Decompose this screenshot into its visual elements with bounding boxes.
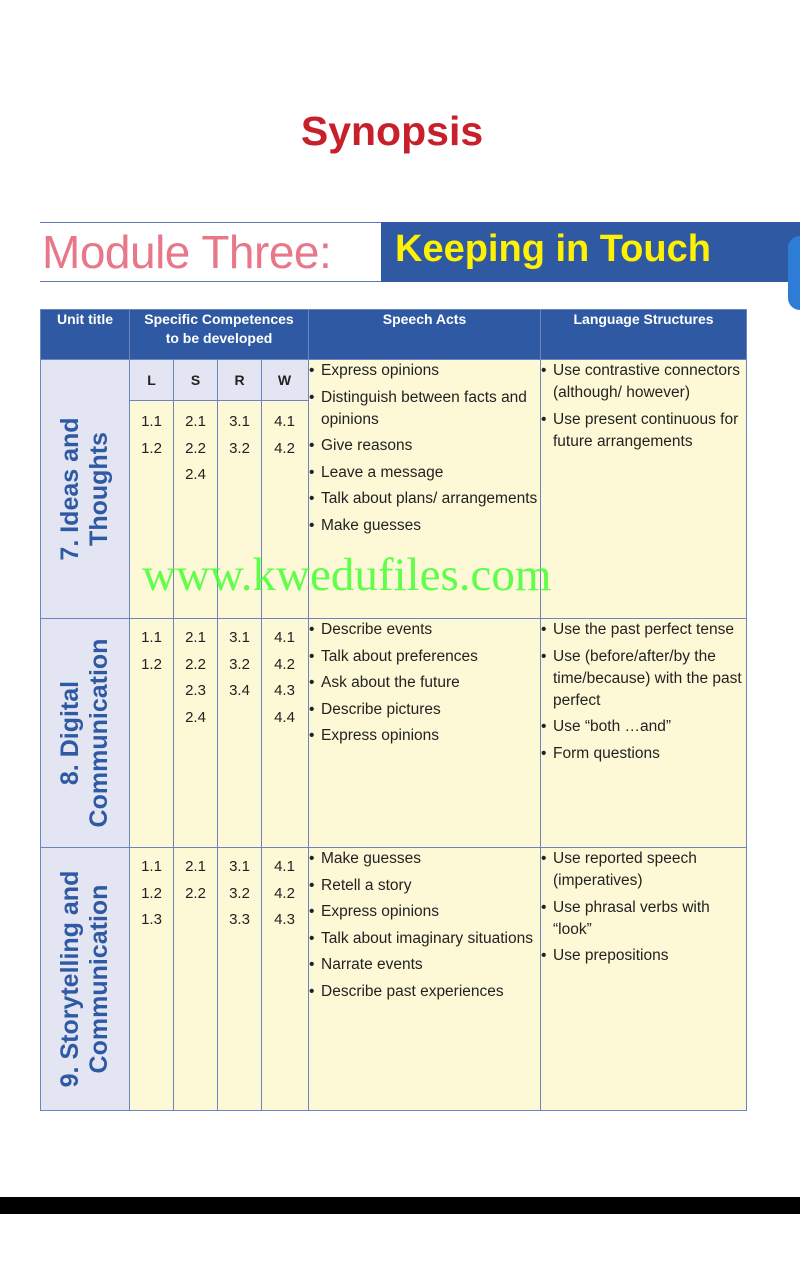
list-item: • Ask about the future [309,672,540,694]
table-body [41,360,747,1111]
competence-number: 3.3 [229,911,250,928]
competence-number: 2.1 [185,629,206,646]
language-structures-list [541,619,746,765]
speech-acts-cell [309,848,541,1111]
list-item: • Make guesses [309,848,540,870]
competence-column-w [262,401,307,618]
competence-number: 1.1 [141,629,162,646]
competence-number: 2.2 [185,439,206,457]
list-item: • Describe past experiences [309,981,540,1003]
competence-number: 1.2 [141,439,162,457]
header-unit-title [41,310,130,360]
skill-label: L [130,360,174,400]
competence-number: 3.1 [229,858,250,875]
competence-number: 2.1 [185,858,206,875]
competence-number: 3.2 [229,655,250,673]
unit-title [56,871,114,1088]
list-item: • Use contrastive connectors (although/ however) [541,360,746,404]
watermark: www.kwedufiles.com [142,549,552,601]
competence-number: 3.2 [229,884,250,902]
competence-number: 4.1 [274,858,295,875]
competence-number: 4.3 [274,682,295,699]
unit-title-line: 7. Ideas and [56,417,84,561]
list-item: • Use present continuous for future arrangements [541,409,746,453]
unit-title-line: Communication [85,884,113,1074]
list-item: • Use prepositions [541,945,746,967]
language-structures-cell [541,360,747,619]
competence-number: 2.2 [185,884,206,902]
list-item: • Express opinions [309,360,540,382]
list-item: • Distinguish between facts and opinions [309,387,540,431]
list-item: • Use (before/after/by the time/because) with the past perfect [541,646,746,712]
unit-title-line: 9. Storytelling and [56,870,84,1088]
module-name-box [381,222,800,282]
competence-column-s [174,401,218,618]
competence-number: 4.4 [274,708,295,726]
skill-label: R [218,360,262,400]
competence-number: 2.4 [185,466,206,483]
unit-title [56,417,114,560]
list-item: • Use the past perfect tense [541,619,746,641]
list-item: • Express opinions [309,901,540,923]
page-title: Synopsis [300,108,484,154]
language-structures-cell [541,848,747,1111]
module-name: Keeping in Touch [395,228,711,270]
competence-column-w [262,619,307,847]
competence-number: 1.2 [141,884,162,902]
competence-number: 2.2 [185,655,206,673]
competence-column-l [130,848,174,1110]
list-item: • Use phrasal verbs with “look” [541,897,746,941]
competence-column-r [218,619,262,847]
header-unit-title-text: Unit title [57,311,113,327]
competence-number: 3.2 [229,439,250,457]
list-item: • Narrate events [309,954,540,976]
speech-acts-list [309,360,540,537]
list-item: • Make guesses [309,515,540,537]
competence-number: 3.1 [229,413,250,430]
speech-acts-cell [309,360,541,619]
header-speech-acts: Speech Acts [309,310,541,360]
unit-title-line: Thoughts [85,432,113,546]
skill-header-row [130,360,308,401]
competence-number: 2.3 [185,682,206,699]
list-item: • Leave a message [309,462,540,484]
competence-number: 1.3 [141,911,162,928]
list-item: • Describe events [309,619,540,641]
speech-acts-list [309,848,540,1003]
competence-column-l [130,401,174,618]
competences-cell [130,619,309,848]
unit-title-cell [41,848,130,1111]
list-item: • Talk about preferences [309,646,540,668]
bottom-bar [0,1197,800,1214]
module-banner [0,222,800,282]
list-item: • Talk about plans/ arrangements [309,488,540,510]
competences-cell [130,360,309,619]
list-item: • Use “both …and” [541,716,746,738]
header-competences [130,310,309,360]
competence-number: 4.2 [274,439,295,457]
speech-acts-list [309,619,540,747]
competence-number: 1.1 [141,858,162,875]
header-competences-text: Specific Competences to be developed [144,311,294,346]
language-structures-list [541,848,746,967]
unit-title-line: Communication [85,638,113,828]
list-item: • Retell a story [309,875,540,897]
competence-column-r [218,401,262,618]
list-item: • Form questions [541,743,746,765]
competence-number: 3.4 [229,682,250,699]
competence-number: 4.2 [274,655,295,673]
page-edge-tab[interactable] [788,236,800,310]
list-item: • Talk about imaginary situations [309,928,540,950]
competence-column-s [174,848,218,1110]
skill-label: S [174,360,218,400]
competences-cell [130,848,309,1111]
list-item: • Use reported speech (imperatives) [541,848,746,892]
competence-number: 4.1 [274,413,295,430]
list-item: • Describe pictures [309,699,540,721]
competence-column-l [130,619,174,847]
table-row [41,848,747,1111]
competence-number: 4.2 [274,884,295,902]
skill-label: W [277,372,292,388]
language-structures-list [541,360,746,453]
competence-column-r [218,848,262,1110]
competence-number: 1.2 [141,655,162,673]
list-item: • Give reasons [309,435,540,457]
language-structures-cell [541,619,747,848]
competence-column-s [174,619,218,847]
competence-column-w [262,848,307,1110]
unit-title [56,639,114,828]
unit-title-line: 8. Digital [56,680,84,786]
module-prefix: Module Three: [42,226,332,278]
competence-number: 3.1 [229,629,250,646]
list-item: • Express opinions [309,725,540,747]
synopsis-table [40,309,747,1111]
module-prefix-box [40,222,381,282]
competence-number: 1.1 [141,413,162,430]
table-row [41,619,747,848]
table-row [41,360,747,619]
unit-title-cell [41,619,130,848]
competence-number: 2.1 [185,413,206,430]
competence-number: 4.1 [274,629,295,646]
competence-number: 2.4 [185,708,206,726]
unit-title-cell [41,360,130,619]
competence-number: 4.3 [274,911,295,928]
speech-acts-cell [309,619,541,848]
header-language-structures: Language Structures [541,310,747,360]
